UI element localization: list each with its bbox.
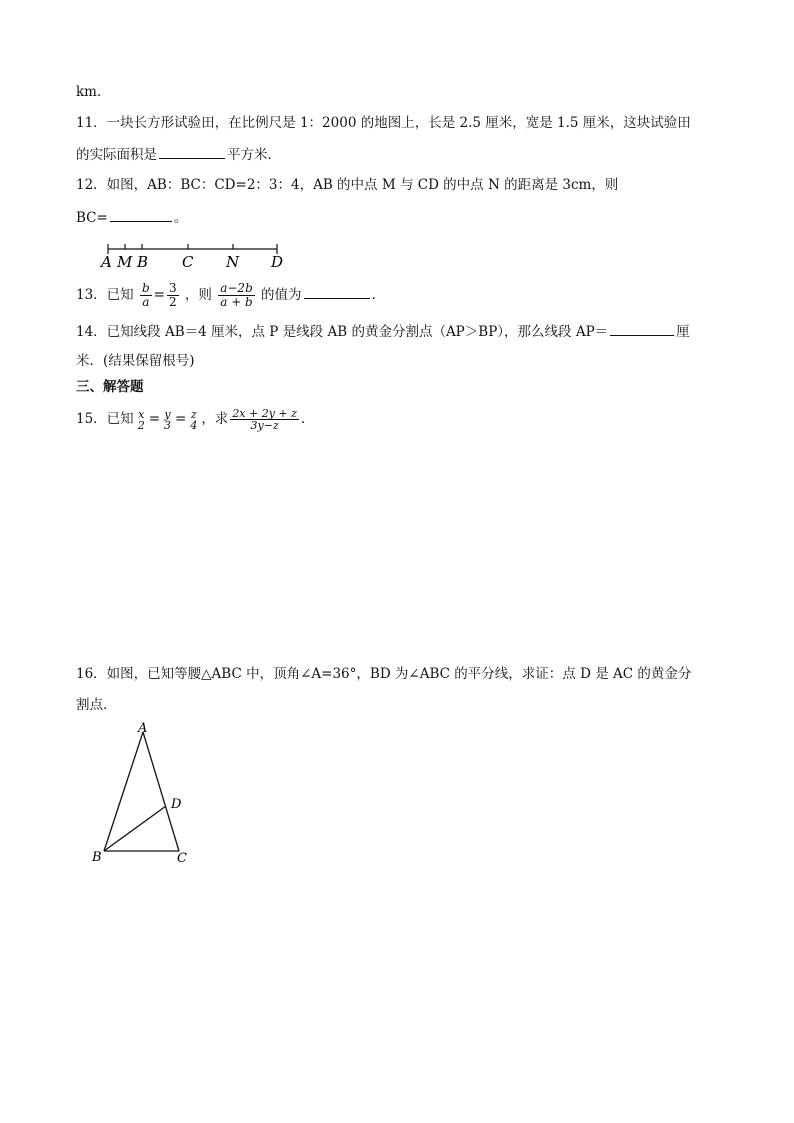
q14-line1 [76, 321, 690, 342]
q13-fraction-expression: $\frac{a-2b}{a + b}$ [220, 281, 253, 309]
label-n: N [226, 253, 240, 271]
q13-text-post: ． [371, 287, 386, 303]
segment-figure [96, 238, 296, 272]
side-ab [104, 732, 143, 851]
side-ac [143, 732, 179, 851]
q11-line1: 11．一块长方形试验田，在比例尺是 1：2000 的地图上，长是 2.5 厘米，宽是 1.5 厘米，这块试验田 [76, 115, 691, 131]
q14-text-pre: 14．已知线段 AB＝4 厘米，点 P 是线段 AB 的黄金分割点（AP＞BP），那么线段 AP＝ [76, 324, 609, 340]
q12-answer-blank [110, 207, 172, 222]
q13-text-mid: ，则 [184, 287, 212, 303]
q16-line2: 割点． [76, 697, 117, 713]
label-d: D [271, 253, 284, 271]
label-b: B [137, 253, 149, 271]
q13-text-post-pre: 的值为 [261, 287, 302, 303]
q15-fraction-y-over-3: y 3 [164, 407, 171, 432]
q15-equals-2: = [175, 411, 187, 427]
previous-answer-fragment: km． [76, 84, 111, 100]
q15-text-mid: ，求 [201, 411, 229, 427]
bisector-bd [104, 806, 166, 851]
label-d: D [171, 797, 182, 812]
q13-answer-blank [304, 284, 370, 299]
q15-line [76, 402, 314, 436]
q13-equals: = [153, 287, 165, 303]
label-a: A [101, 253, 112, 271]
q11-text-pre: 的实际面积是 [76, 147, 157, 163]
q15-equals-1: = [148, 411, 160, 427]
q16-line1: 16．如图，已知等腰△ABC 中，顶角∠A=36°，BD 为∠ABC 的平分线，求证：点 D 是 AC 的黄金分 [76, 666, 692, 682]
label-c: C [177, 851, 187, 866]
q15-text-pre: 15．已知 [76, 411, 134, 427]
label-b: B [92, 850, 102, 865]
label-m: M [117, 253, 133, 271]
q15-fraction-z-over-4: z 4 [190, 407, 198, 432]
q14-text-post: 厘 [676, 324, 690, 340]
section-title: 三、解答题 [76, 379, 144, 395]
q12-text-post: 。 [173, 210, 188, 226]
q15-text-post: ． [300, 411, 315, 427]
label-c: C [182, 253, 194, 271]
q11-line2 [76, 144, 281, 165]
q12-line1: 12．如图，AB：BC：CD=2：3：4，AB 的中点 M 与 CD 的中点 N 的距离是 3cm，则 [76, 177, 619, 193]
q13-fraction-3-over-2: $\frac{3}{2}$ [168, 281, 177, 309]
q13-fraction-b-over-a: $\frac{b}{a}$ [141, 281, 150, 309]
q11-text-post: 平方米． [227, 147, 281, 163]
q11-answer-blank [159, 144, 225, 159]
q13-text-pre: 13．已知 [76, 287, 134, 303]
q15-fraction-x-over-2: x 2 [137, 407, 145, 432]
q12-text-pre: BC= [76, 210, 108, 226]
q13-line [76, 278, 385, 312]
label-a: A [138, 721, 148, 736]
q15-fraction-expression: $\frac{2x + 2y + z}{3y-z}$ [232, 407, 297, 432]
q12-line2 [76, 207, 187, 228]
triangle-figure [88, 720, 198, 870]
q14-answer-blank [610, 321, 674, 336]
q14-line2: 米．(结果保留根号) [76, 353, 195, 369]
